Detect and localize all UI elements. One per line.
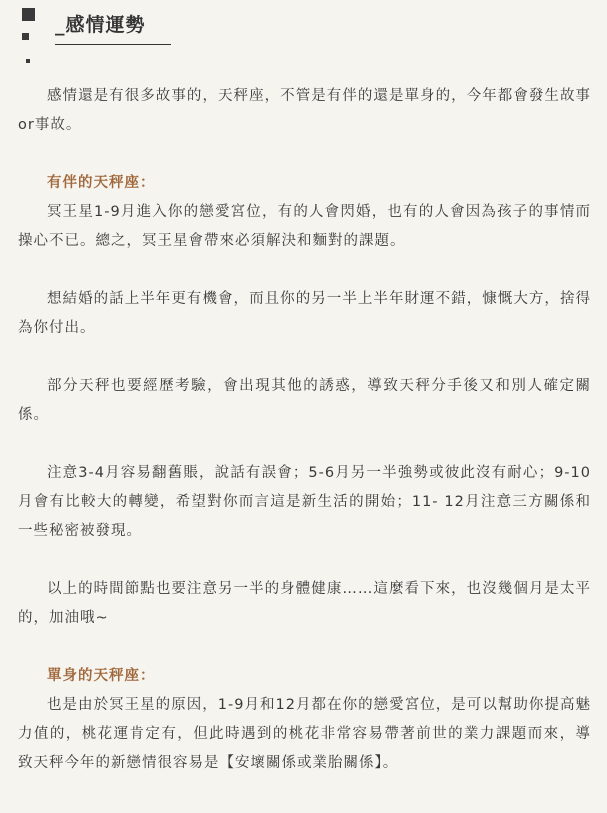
section-title: _感情運勢 (55, 14, 146, 36)
partnered-paragraph-1: 冥王星1-9月進入你的戀愛宮位，有的人會閃婚，也有的人會因為孩子的事情而操心不已。總之，冥王星會帶來必須解決和麵對的課題。 (18, 204, 591, 249)
partnered-paragraph-3: 部分天秤也要經歷考驗，會出現其他的誘惑，導致天秤分手後又和別人確定關係。 (18, 378, 591, 423)
single-paragraph-1: 也是由於冥王星的原因，1-9月和12月都在你的戀愛宮位，是可以幫助你提高魅力值的，桃花運肯定有，但此時遇到的桃花非常容易帶著前世的業力課題而來，導致天秤今年的新戀情很容易是【安壞關係或業胎關係】。 (18, 697, 591, 771)
header-dot-icon (26, 59, 30, 63)
partnered-paragraph-4: 注意3-4月容易翻舊賬，說話有誤會；5-6月另一半強勢或彼此沒有耐心；9-10月會有比較大的轉變，希望對你而言這是新生活的開始；11- 12月注意三方關係和一些秘密被發現。 (18, 465, 591, 539)
partnered-paragraph-2: 想結婚的話上半年更有機會，而且你的另一半上半年財運不錯，慷慨大方，捨得為你付出。 (18, 291, 591, 336)
header-square-icon (22, 8, 35, 21)
partnered-paragraph-5: 以上的時間節點也要注意另一半的身體健康……這麼看下來，也沒幾個月是太平的，加油哦~ (18, 581, 591, 626)
header-square-small-icon (22, 33, 29, 40)
partnered-heading: 有伴的天秤座： (47, 175, 156, 191)
intro-paragraph: 感情還是有很多故事的，天秤座，不管是有伴的還是單身的，今年都會發生故事or事故。 (18, 88, 591, 133)
section-header (55, 4, 171, 45)
article-body (18, 82, 591, 778)
single-heading: 單身的天秤座： (47, 668, 156, 684)
